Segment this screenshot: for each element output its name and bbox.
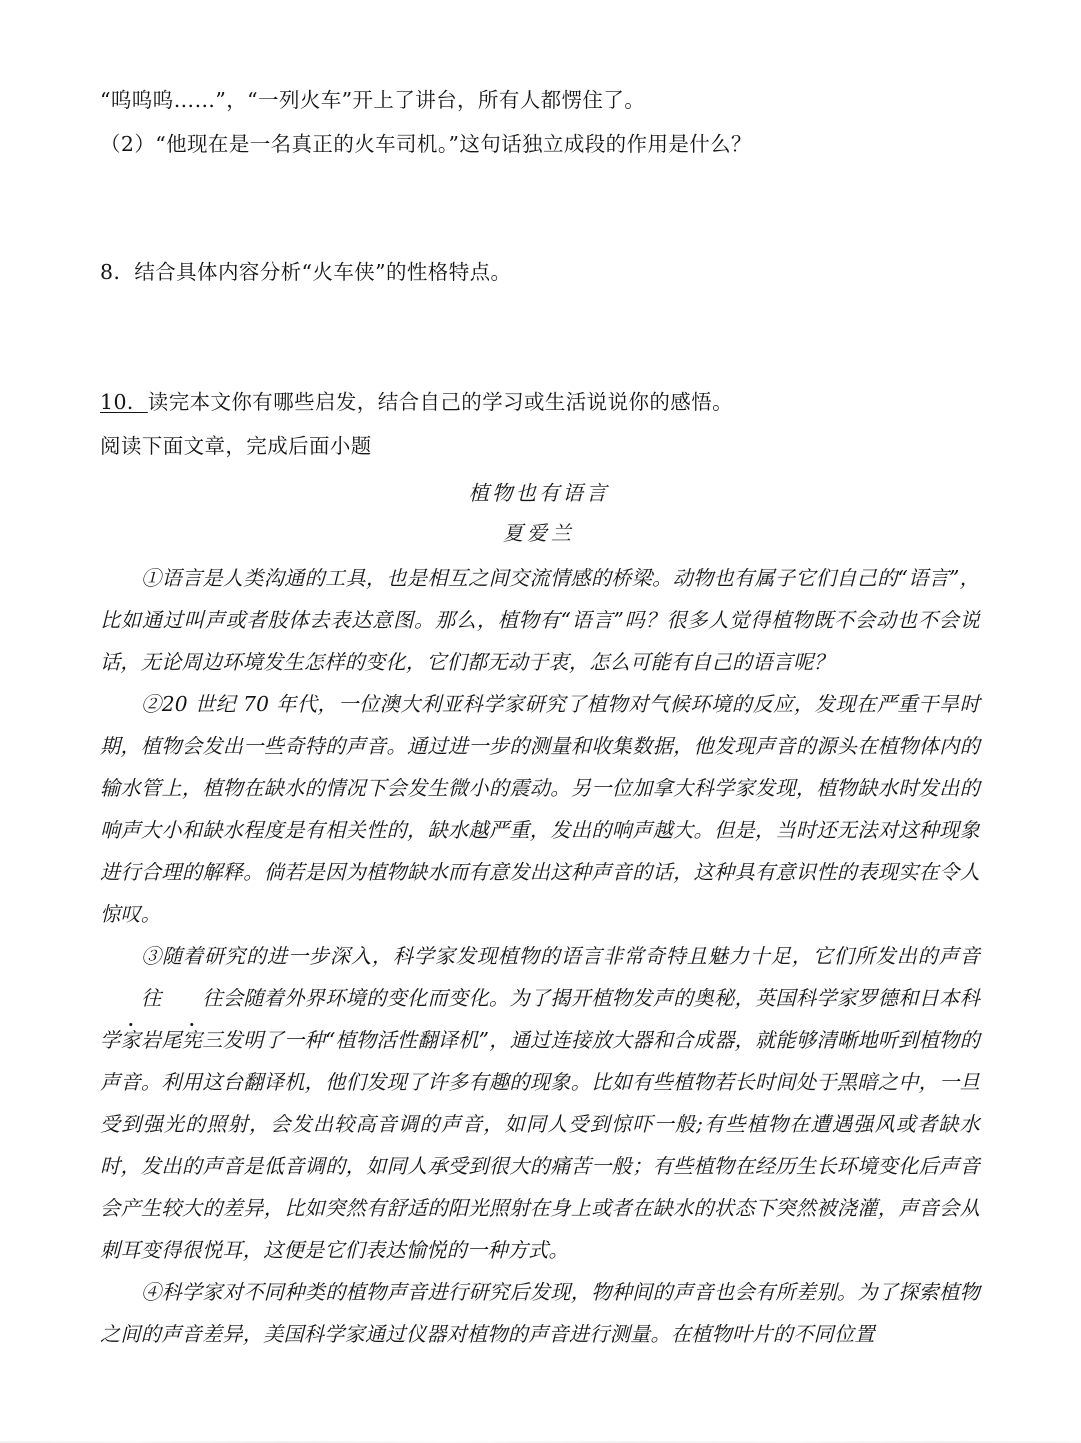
question-10-block	[100, 380, 978, 468]
question-7-quote-line: “呜呜呜……”，“一列火车”开上了讲台，所有人都愣住了。	[100, 88, 646, 112]
article-body	[100, 557, 980, 1355]
paragraph-text-2: 20 世纪 70 年代，一位澳大利亚科学家研究了植物对气候环境的反应，发现在严重干旱时期，植物会发出一些奇特的声音。通过进一步的测量和收集数据，他发现声音的源头在植物体内的输水管上，植物在缺水的情况下会发生微小的震动。另一位加拿大科学家发现，植物缺水时发出的响声大小和缺水程度是有相关性的，缺水越严重，发出的响声越大。但是，当时还无法对这种现象进行合理的解释。倘若是因为植物缺水而有意发出这种声音的话，这种具有意识性的表现实在令人惊叹。	[100, 692, 981, 926]
paragraph-text-3-after-emphasis: 会随着外界环境的变化而变化。为了揭开植物发声的奥秘，英国科学家罗德和日本科学家岩尾宪三发明了一种“植物活性翻译机”，通过连接放大器和合成器，就能够清晰地听到植物的声音。利用这台翻译机，他们发现了许多有趣的现象。比如有些植物若长时间处于黑暗之中，一旦受到强光的照射，会发出较高音调的声音，如同人受到惊吓一般;有些植物在遭遇强风或者缺水时，发出的声音是低音调的，如同人承受到很大的痛苦一般；有些植物在经历生长环境变化后声音会产生较大的差异，比如突然有舒适的阳光照射在身上或者在缺水的状态下突然被浇灌，声音会从刺耳变得很悦耳，这便是它们表达愉悦的一种方式。	[100, 986, 980, 1262]
question-8	[100, 250, 978, 294]
paragraph-marker-1: ①	[141, 566, 162, 590]
paragraph-marker-3: ③	[141, 944, 162, 968]
question-10-text: 读完本文你有哪些启发，结合自己的学习或生活说说你的感悟。	[147, 390, 733, 414]
paragraph-text-4: 科学家对不同种类的植物声音进行研究后发现，物种间的声音也会有所差别。为了探索植物之间的声音差异，美国科学家通过仪器对植物的声音进行测量。在植物叶片的不同位置	[100, 1280, 980, 1346]
article-paragraph-1	[100, 557, 980, 683]
article-paragraph-4	[100, 1271, 980, 1355]
paragraph-text-1: 语言是人类沟通的工具，也是相互之间交流情感的桥梁。动物也有属子它们自己的“语言”，比如通过叫声或者肢体去表达意图。那么，植物有“语言”吗？很多人觉得植物既不会动也不会说话，无论周边环境发生怎样的变化，它们都无动于衷，怎么可能有自己的语言呢？	[100, 566, 980, 674]
reading-instruction: 阅读下面文章，完成后面小题	[100, 434, 372, 458]
question-8-text: 8．结合具体内容分析“火车侠”的性格特点。	[100, 260, 512, 284]
question-7-sub-2: （2）“他现在是一名真正的火车司机。”这句话独立成段的作用是什么？	[100, 132, 752, 156]
article-paragraph-2	[100, 683, 980, 935]
emphasis-dot-char: 往	[100, 977, 161, 1019]
question-10-number: 10．	[100, 390, 148, 414]
emphasized-phrase	[100, 986, 223, 1010]
paragraph-text-3-before-emphasis: 随着研究的进一步深入，科学家发现植物的语言非常奇特且魅力十足，它们所发出的声音	[162, 944, 980, 968]
article-heading	[100, 473, 978, 553]
question-10-line	[100, 380, 978, 424]
emphasis-dot-char: 往	[161, 977, 222, 1019]
article-paragraph-3	[100, 935, 980, 1271]
paragraph-marker-2: ②	[141, 692, 162, 716]
paragraph-marker-4: ④	[141, 1280, 162, 1304]
article-author: 夏爱兰	[503, 521, 575, 545]
article-title: 植物也有语言	[468, 481, 610, 505]
question-block-top	[100, 78, 978, 166]
